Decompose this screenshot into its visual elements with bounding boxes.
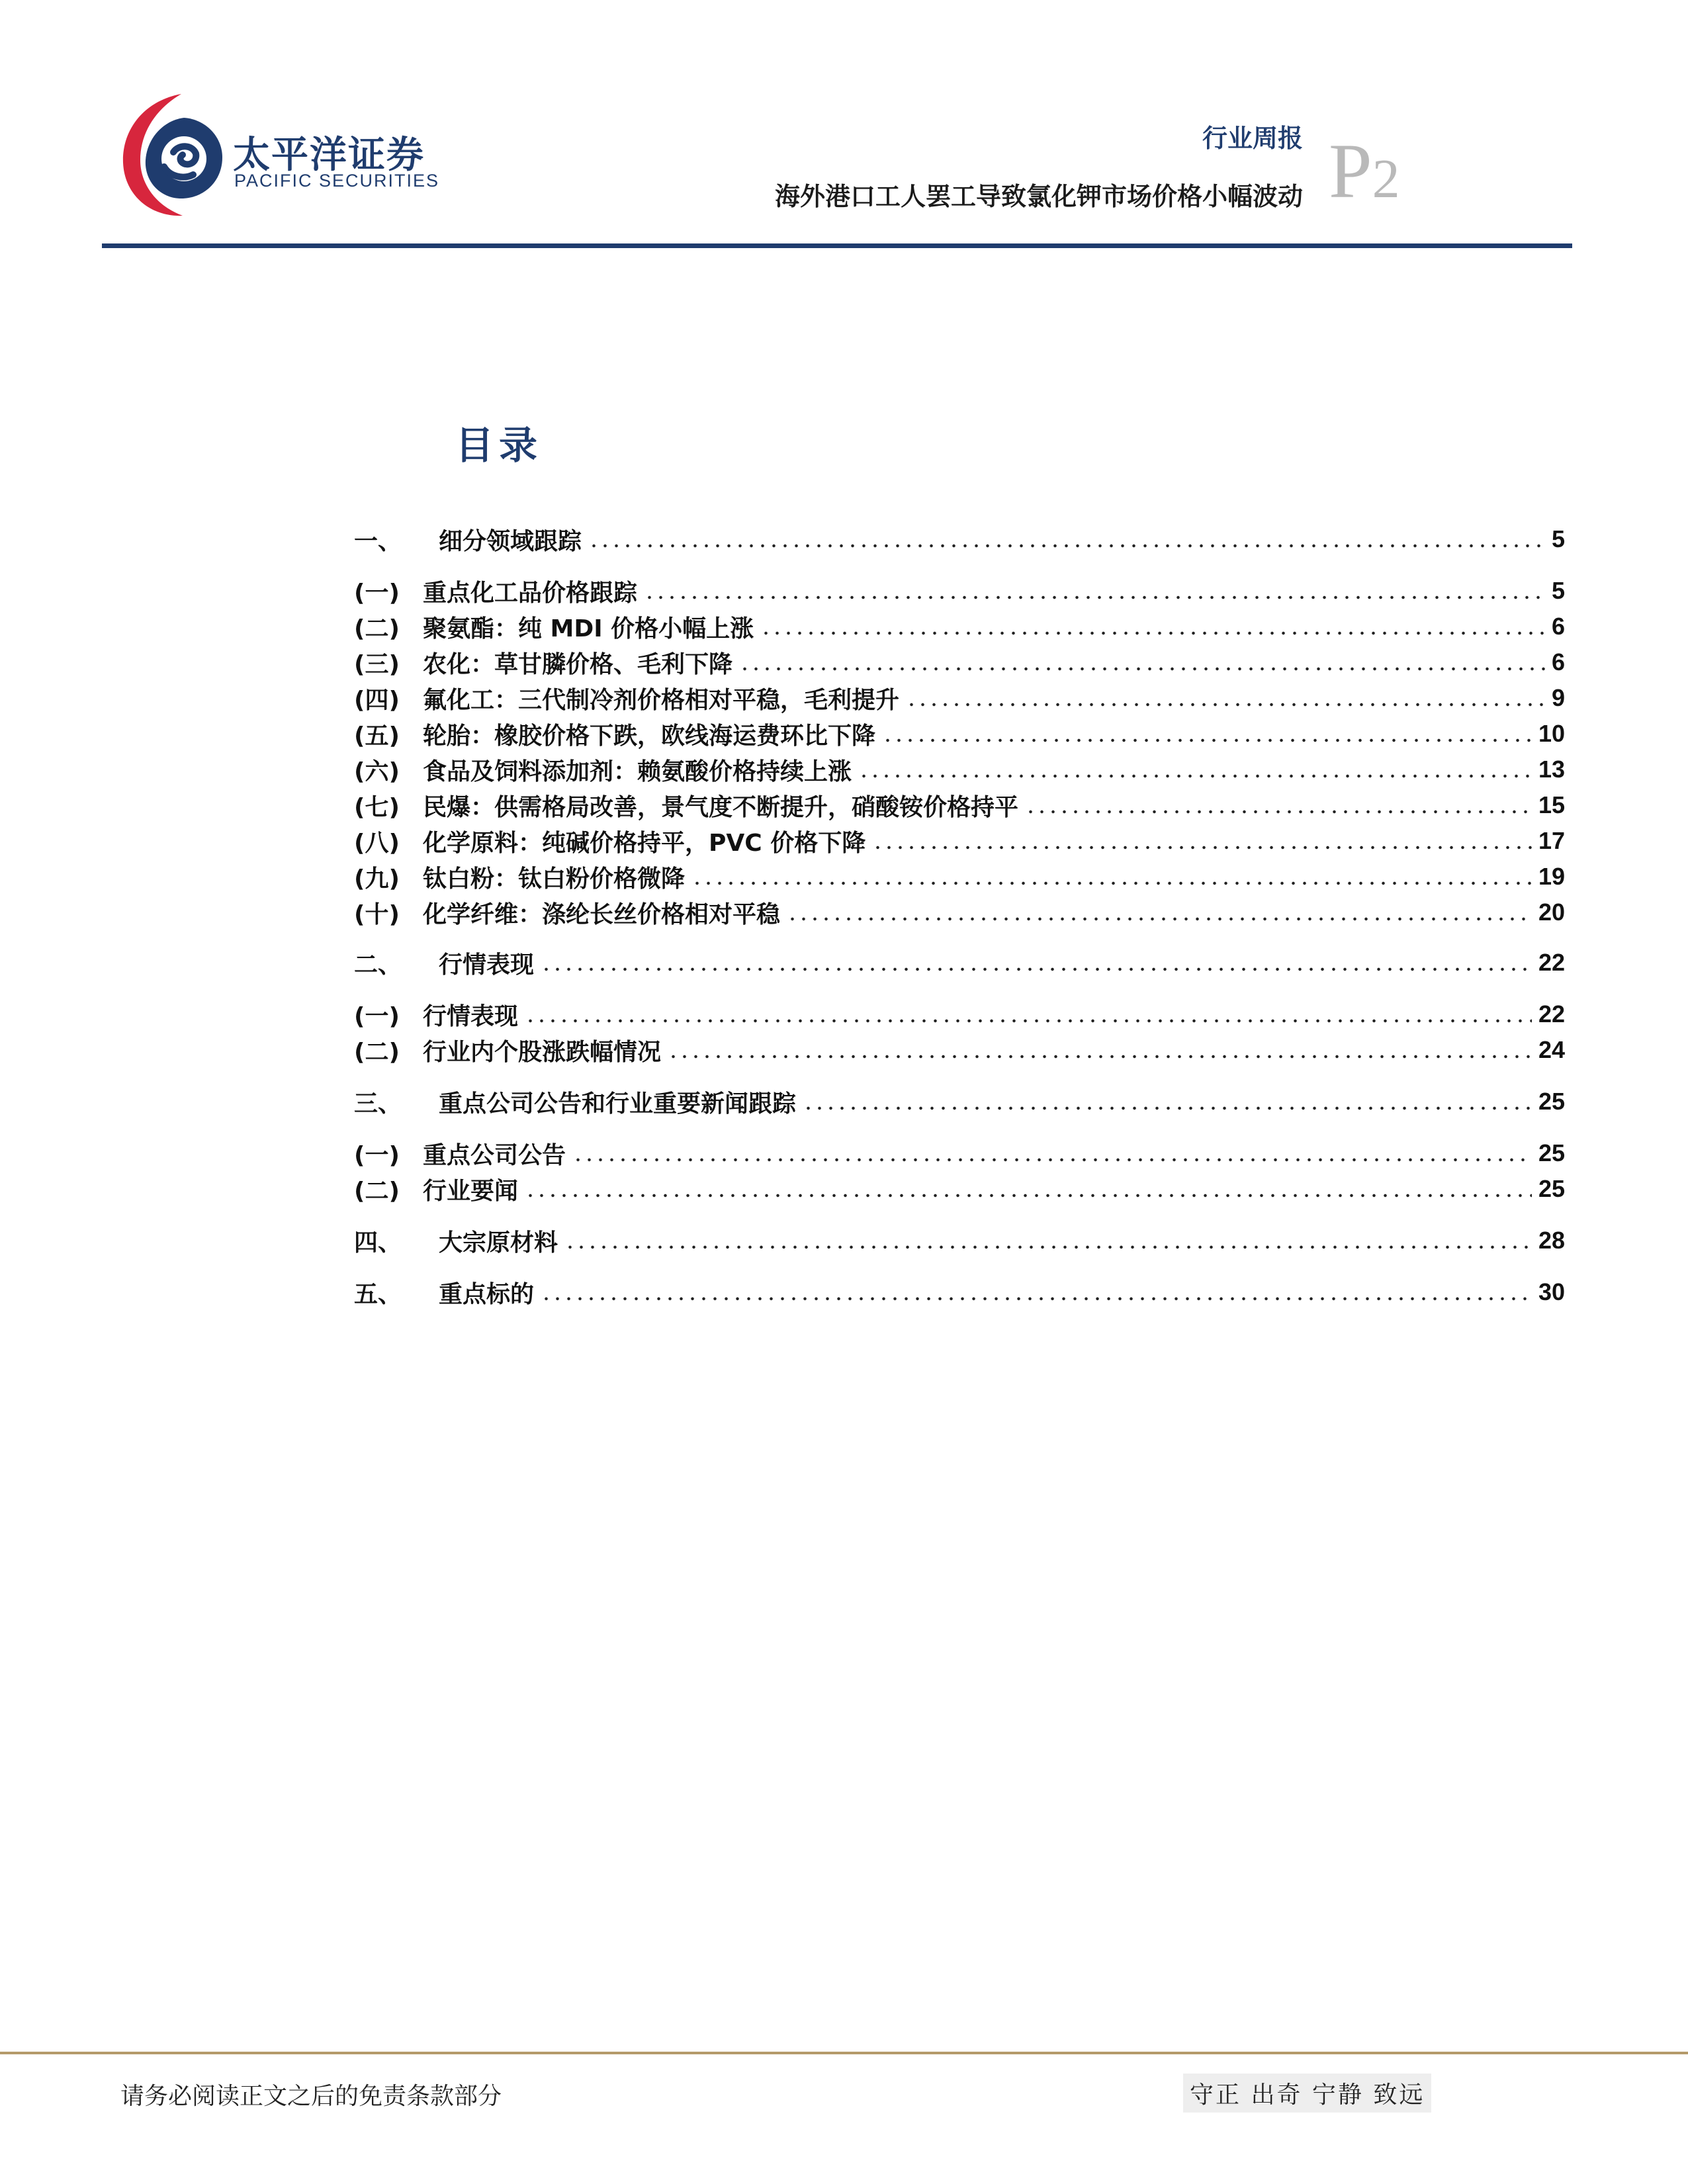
page-number: 2 — [1372, 148, 1400, 210]
toc-leader-dots — [691, 881, 1532, 885]
footer-motto: 守正 出奇 宁静 致远 — [1183, 2074, 1431, 2113]
toc-entry-label: 钛白粉：钛白粉价格微降 — [423, 865, 686, 893]
toc-entry[interactable] — [354, 1224, 1565, 1257]
toc-entry-number: (二) — [354, 1038, 400, 1066]
toc-entry-number: (四) — [354, 686, 400, 714]
toc-entry[interactable] — [354, 998, 1565, 1031]
toc-entry-label: 行情表现 — [423, 1002, 519, 1030]
toc-entry-number: 三、 — [354, 1090, 402, 1117]
toc-entry-page: 28 — [1538, 1227, 1565, 1254]
toc-entry[interactable] — [354, 574, 1565, 607]
toc-entry-number: (二) — [354, 615, 400, 642]
toc-entry[interactable] — [354, 946, 1565, 979]
toc-entry-label: 重点标的 — [439, 1280, 535, 1308]
toc-entry-number: (二) — [354, 1177, 400, 1205]
toc-entry-number: (五) — [354, 722, 400, 750]
toc-entry-label: 食品及饲料添加剂：赖氨酸价格持续上涨 — [423, 758, 852, 785]
page-mark-letter: P — [1329, 128, 1372, 214]
footer-divider — [0, 2052, 1688, 2054]
report-type: 行业周报 — [1202, 124, 1303, 153]
toc-leader-dots — [803, 1106, 1532, 1110]
brand-name-en: PACIFIC SECURITIES — [234, 171, 440, 191]
toc-entry-number: 二、 — [354, 951, 402, 979]
toc-entry-page: 6 — [1551, 613, 1565, 640]
toc-leader-dots — [872, 846, 1532, 850]
toc-leader-dots — [1025, 810, 1532, 814]
toc-entry-page: 24 — [1538, 1036, 1565, 1063]
header-divider — [102, 243, 1572, 248]
toc-entry-label: 化学原料：纯碱价格持平，PVC 价格下降 — [423, 829, 866, 857]
toc-entry-number: 五、 — [354, 1280, 402, 1308]
toc-leader-dots — [644, 595, 1545, 599]
toc-entry-label: 行业要闻 — [423, 1177, 519, 1205]
toc-leader-dots — [525, 1194, 1532, 1198]
toc-entry[interactable] — [354, 681, 1565, 715]
toc-entry[interactable] — [354, 1137, 1565, 1170]
toc-entry-number: (八) — [354, 829, 400, 857]
page-mark — [1329, 128, 1400, 214]
toc-entry-page: 6 — [1551, 648, 1565, 676]
toc-entry-number: (一) — [354, 579, 400, 607]
toc-entry-page: 30 — [1538, 1278, 1565, 1305]
toc-entry-page: 25 — [1538, 1175, 1565, 1202]
toc-entry-page: 20 — [1538, 898, 1565, 926]
toc-heading: 目录 — [455, 423, 543, 468]
toc-leader-dots — [564, 1245, 1532, 1249]
toc-entry[interactable] — [354, 1172, 1565, 1205]
toc-entry[interactable] — [354, 717, 1565, 750]
toc-entry-page: 17 — [1538, 827, 1565, 854]
toc-entry-number: (九) — [354, 865, 400, 893]
toc-entry-label: 氟化工：三代制冷剂价格相对平稳，毛利提升 — [423, 686, 900, 714]
toc-entry-page: 15 — [1538, 791, 1565, 818]
toc-entry-page: 25 — [1538, 1088, 1565, 1115]
toc-leader-dots — [906, 703, 1545, 707]
toc-entry-number: (三) — [354, 650, 400, 678]
toc-leader-dots — [668, 1055, 1532, 1059]
toc-entry[interactable] — [354, 1085, 1565, 1118]
toc-entry-number: (十) — [354, 900, 400, 928]
toc-entry-label: 大宗原材料 — [439, 1229, 558, 1256]
toc-entry-page: 9 — [1551, 684, 1565, 711]
toc-entry-label: 行情表现 — [439, 951, 535, 979]
toc-entry[interactable] — [354, 646, 1565, 679]
pacific-securities-logo-icon — [118, 89, 230, 218]
toc-leader-dots — [858, 774, 1532, 778]
toc-entry-label: 轮胎：橡胶价格下跌，欧线海运费环比下降 — [423, 722, 876, 750]
toc-leader-dots — [760, 631, 1545, 635]
toc-entry-label: 农化：草甘膦价格、毛利下降 — [423, 650, 733, 678]
toc-entry-number: 一、 — [354, 527, 402, 555]
toc-leader-dots — [787, 917, 1532, 921]
brand-name-cn: 太平洋证券 — [233, 134, 425, 177]
toc-leader-dots — [739, 667, 1545, 671]
report-title: 海外港口工人罢工导致氯化钾市场价格小幅波动 — [774, 182, 1303, 211]
toc-entry-number: (一) — [354, 1002, 400, 1030]
toc-entry[interactable] — [354, 610, 1565, 643]
toc-entry-number: (六) — [354, 758, 400, 785]
toc-entry[interactable] — [354, 824, 1565, 857]
toc-entry-number: 四、 — [354, 1229, 402, 1256]
toc-leader-dots — [525, 1019, 1532, 1023]
toc-leader-dots — [541, 967, 1532, 971]
toc-leader-dots — [541, 1297, 1532, 1301]
toc-entry-label: 重点化工品价格跟踪 — [423, 579, 638, 607]
toc-entry-page: 5 — [1551, 577, 1565, 604]
toc-entry[interactable] — [354, 789, 1565, 822]
toc-entry-page: 19 — [1538, 863, 1565, 890]
toc-leader-dots — [572, 1158, 1532, 1162]
toc-entry-label: 重点公司公告和行业重要新闻跟踪 — [439, 1090, 797, 1117]
toc-entry-label: 行业内个股涨跌幅情况 — [423, 1038, 662, 1066]
footer-disclaimer: 请务必阅读正文之后的免责条款部分 — [120, 2083, 502, 2110]
toc-entry-label: 细分领域跟踪 — [439, 527, 582, 555]
toc-entry-page: 13 — [1538, 756, 1565, 783]
toc-entry-page: 10 — [1538, 720, 1565, 747]
toc-leader-dots — [588, 544, 1545, 548]
toc-entry-label: 重点公司公告 — [423, 1141, 566, 1169]
toc-entry-page: 22 — [1538, 1000, 1565, 1027]
toc-entry[interactable] — [354, 860, 1565, 893]
toc-entry[interactable] — [354, 896, 1565, 929]
toc-entry[interactable] — [354, 1276, 1565, 1309]
toc-entry-page: 25 — [1538, 1139, 1565, 1166]
toc-entry[interactable] — [354, 753, 1565, 786]
toc-entry[interactable] — [354, 1033, 1565, 1067]
toc-entry-number: (七) — [354, 793, 400, 821]
toc-entry-label: 民爆：供需格局改善，景气度不断提升，硝酸铵价格持平 — [423, 793, 1019, 821]
toc-entry-label: 聚氨酯：纯 MDI 价格小幅上涨 — [423, 615, 754, 642]
toc-entry-number: (一) — [354, 1141, 400, 1169]
toc-entry-page: 5 — [1551, 525, 1565, 552]
toc-leader-dots — [882, 738, 1532, 742]
toc-entry-label: 化学纤维：涤纶长丝价格相对平稳 — [423, 900, 781, 928]
toc-entry[interactable] — [354, 523, 1565, 556]
toc-entry-page: 22 — [1538, 949, 1565, 976]
